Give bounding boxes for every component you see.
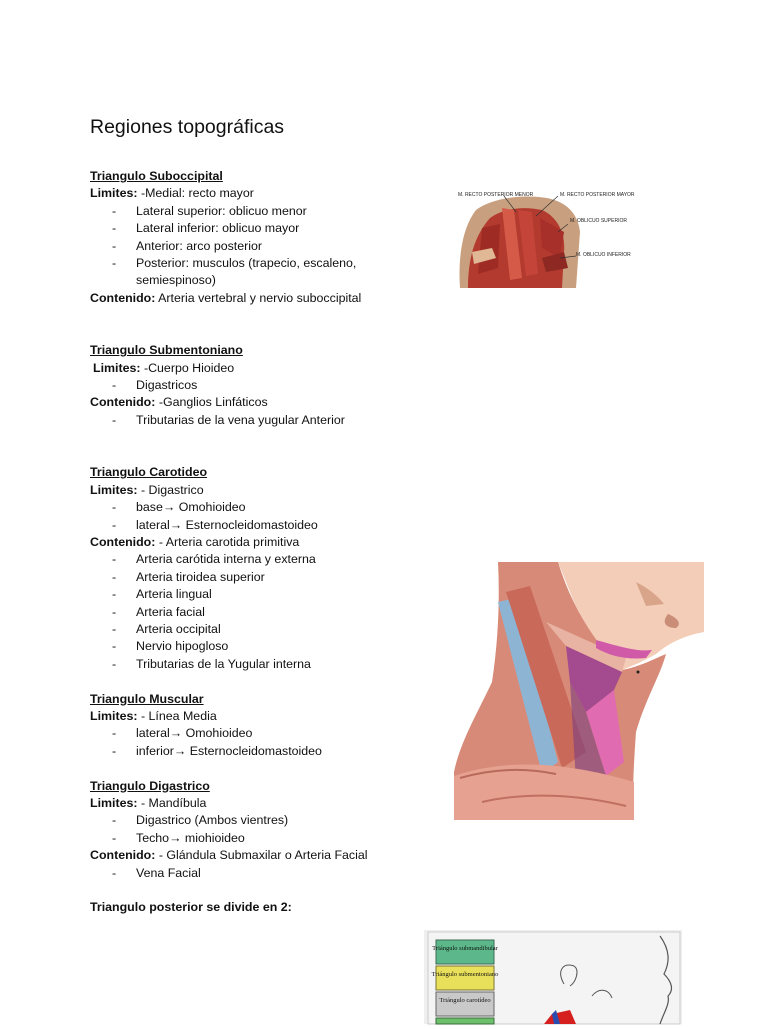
limites-row-suboccipital bbox=[90, 185, 420, 202]
suboccipital-illustration bbox=[452, 188, 635, 288]
list-item: - lateral→ Esternocleidomastoideo bbox=[112, 517, 318, 532]
list-item: - Arteria lingual bbox=[112, 587, 212, 602]
neck-illustration bbox=[446, 562, 704, 820]
neck-triangles-diagram bbox=[424, 930, 682, 1024]
text-column bbox=[90, 168, 420, 917]
page-title: Regiones topográficas bbox=[90, 116, 285, 138]
legend-carotideo: Triángulo carotídeo bbox=[439, 997, 491, 1004]
contenido-row-digastrico: Contenido: - Glándula Submaxilar o Arteria Facial bbox=[90, 848, 368, 863]
limites-label: Limites: bbox=[90, 186, 138, 201]
triangles-illustration bbox=[424, 930, 682, 1024]
contenido-row-suboccipital: Contenido: Arteria vertebral y nervio suboccipital bbox=[90, 290, 362, 305]
heading-suboccipital: Triangulo Suboccipital bbox=[90, 169, 223, 183]
legend-submentoniano: Triángulo submentoniano bbox=[431, 971, 499, 978]
limites-row-carotideo: Limites: - Digastrico bbox=[90, 482, 204, 497]
limites-row-digastrico: Limites: - Mandíbula bbox=[90, 795, 207, 810]
list-item: - Tributarias de la Yugular interna bbox=[112, 656, 311, 671]
contenido-row-submentoniano: Contenido: -Ganglios Linfáticos bbox=[90, 395, 268, 410]
list-item: - Techo→ miohioideo bbox=[112, 830, 245, 845]
list-item: - lateral→ Omohioideo bbox=[112, 726, 253, 741]
heading-muscular: Triangulo Muscular bbox=[90, 691, 204, 706]
list-item: - Tributarias de la vena yugular Anterior bbox=[112, 412, 345, 427]
list-item: - Digastricos bbox=[112, 378, 198, 393]
list-item: - inferior→ Esternocleidomastoideo bbox=[112, 743, 322, 758]
limites-row-submentoniano: Limites: -Cuerpo Hioideo bbox=[93, 360, 235, 375]
heading-digastrico: Triangulo Digastrico bbox=[90, 778, 210, 793]
suboccipital-muscles-image bbox=[452, 188, 635, 288]
list-item: - Vena Facial bbox=[112, 865, 201, 880]
list-item: - base→ Omohioideo bbox=[112, 500, 246, 515]
list-item: - Nervio hipogloso bbox=[112, 639, 229, 654]
list-item: - Lateral inferior: oblicuo mayor bbox=[112, 221, 300, 236]
limites-first: -Medial: recto mayor bbox=[137, 186, 254, 201]
list-item: - Lateral superior: oblicuo menor bbox=[112, 203, 307, 218]
list-item: - Arteria carótida interna y externa bbox=[112, 552, 316, 567]
heading-carotideo: Triangulo Carotideo bbox=[90, 465, 208, 480]
list-item: - Arteria tiroidea superior bbox=[112, 569, 265, 584]
label-recto-menor: M. RECTO POSTERIOR MENOR bbox=[458, 192, 534, 198]
limites-row-muscular: Limites: - Línea Media bbox=[90, 708, 217, 723]
label-oblicuo-superior: M. OBLICUO SUPERIOR bbox=[570, 218, 627, 224]
neck-anatomy-image bbox=[446, 562, 704, 820]
label-recto-mayor: M. RECTO POSTERIOR MAYOR bbox=[560, 192, 635, 198]
label-oblicuo-inferior: M. OBLICUO INFERIOR bbox=[576, 252, 631, 258]
list-item: - Arteria occipital bbox=[112, 621, 221, 636]
contenido-row-carotideo: Contenido: - Arteria carotida primitiva bbox=[90, 534, 300, 549]
list-item: - Arteria facial bbox=[112, 604, 205, 619]
list-item: - Digastrico (Ambos vientres) bbox=[112, 813, 289, 828]
heading-submentoniano: Triangulo Submentoniano bbox=[90, 343, 243, 358]
list-item: - Posterior: musculos (trapecio, escaleno, semiespinoso) bbox=[112, 256, 357, 288]
list-item: - Anterior: arco posterior bbox=[112, 238, 263, 253]
heading-posterior: Triangulo posterior se divide en 2: bbox=[90, 900, 292, 915]
legend-submandibular: Triángulo submandibular bbox=[432, 945, 498, 952]
